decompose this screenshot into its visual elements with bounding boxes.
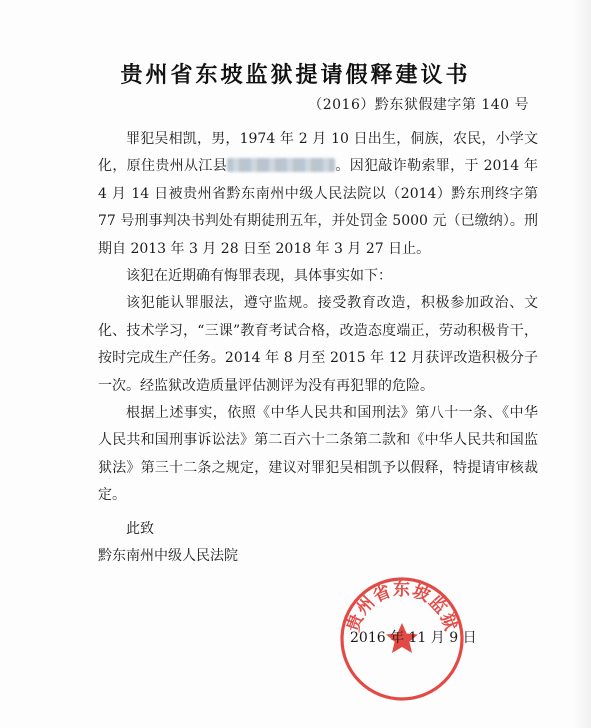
document-title: 贵州省东坡监狱提请假释建议书 — [120, 62, 471, 88]
redacted-address — [227, 158, 335, 172]
recipient-court: 黔东南州中级人民法院 — [98, 548, 238, 564]
closing-salutation: 此致 — [126, 521, 154, 537]
seal-text: 贵州省东坡监狱 — [343, 580, 461, 635]
page-edge-shadow — [573, 0, 591, 728]
paragraph-offender-info — [98, 126, 538, 263]
document-number: （2016）黔东狱假建字第 140 号 — [308, 97, 529, 113]
document-date: 2016 年 11 月 9 日 — [350, 630, 477, 646]
paragraph-facts: 该犯能认罪服法，遵守监规。接受教育改造，积极参加政治、文化、技术学习，“三课”教育考试合格，改造态度端正，劳动积极肯干，按时完成生产任务。2014 年 8 月至 2015 年 12 月获评改造积极分子一次。经监狱改造质量评估测评为没有再犯罪的危险。 — [98, 295, 538, 394]
paragraph-remorse: 该犯在近期确有悔罪表现，具体事实如下： — [126, 268, 392, 285]
paragraph-legal-basis: 根据上述事实，依照《中华人民共和国刑法》第八十一条、《中华人民共和国刑事诉讼法》第二百六十二条第二款和《中华人民共和国监狱法》第三十二条之规定，建议对罪犯吴相凯予以假释，特提请审核裁定。 — [98, 405, 538, 504]
document-body — [98, 126, 538, 510]
paragraph-offender-info-start: 罪犯吴相凯，男，1974 年 2 月 10 日出生，侗族，农民，小学文化，原住贵州从江县 — [98, 131, 538, 175]
paragraph-offender-info-end: 。因犯敲诈勒索罪，于 2014 年 4 月 14 日被贵州省黔东南州中级人民法院以（2014）黔东刑终字第 77 号刑事判决书判处有期徒刑五年，并处罚金 5000 元（已缴纳）。刑期自 2013 年 3 月 28 日至 2018 年 3 月 27 日止。 — [98, 158, 539, 257]
